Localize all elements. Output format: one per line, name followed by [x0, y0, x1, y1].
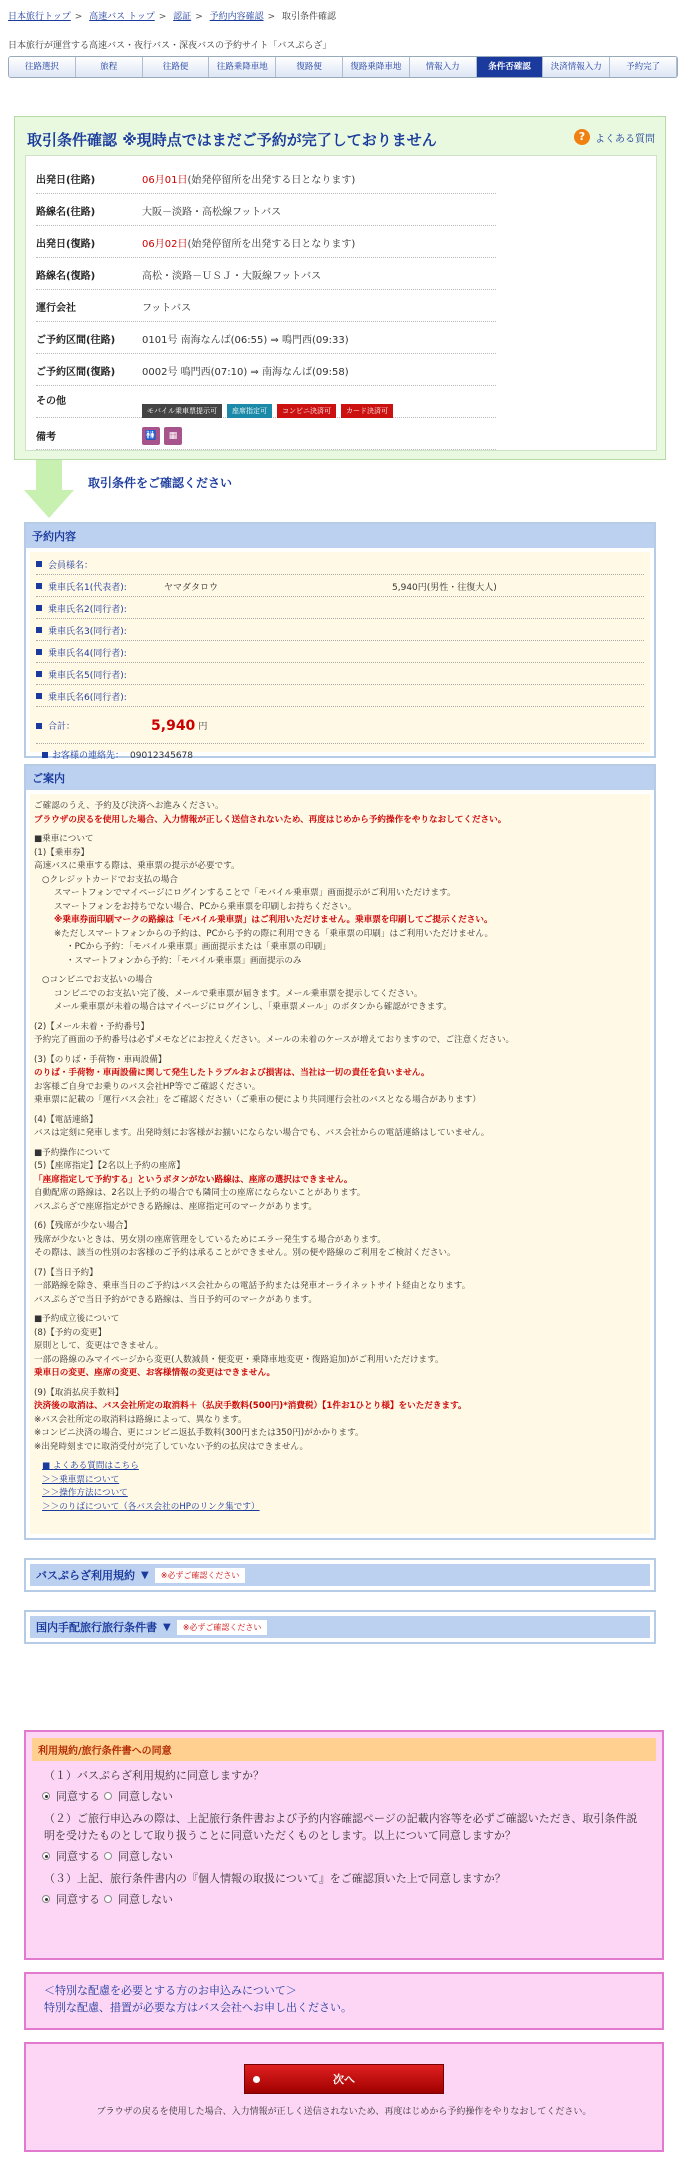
terms-bus-plaza[interactable]	[24, 1558, 656, 1592]
info-value: 大阪－淡路・高松線フットバス	[142, 207, 282, 218]
guidance-line: 決済後の取消は、バス会社所定の取消料＋（払戻手数料(500円)*消費税）【1件お1ひとり様】をいただきます。	[34, 1401, 467, 1411]
tag-card-pay: カード決済可	[341, 404, 393, 418]
guidance-body	[30, 794, 650, 1534]
guidance-line: (7)【当日予約】	[34, 1267, 98, 1278]
trip-info	[25, 155, 657, 451]
guidance-line: ■予約操作について	[34, 1147, 111, 1158]
guidance-link[interactable]: ＞＞乗車票について	[42, 1474, 120, 1485]
info-row	[36, 228, 496, 258]
step-3: 往路乗降車地	[209, 57, 276, 77]
date-note: (始発停留所を出発する日となります)	[187, 175, 356, 186]
info-label: 路線名(復路)	[36, 271, 96, 282]
passenger-label: 乗車氏名6(同行者):	[48, 692, 127, 703]
arrow-label: 取引条件をご確認ください	[88, 476, 233, 490]
guidance-line: メール乗車票が未着の場合はマイページにログインし、「乗車票メール」のボタンから確認ができます。	[54, 1002, 452, 1012]
guidance-line: バスは定刻に発車します。出発時刻にお客様がお揃いにならない場合でも、バス会社からの電話連絡はしていません。	[34, 1128, 490, 1138]
guidance-line: ※ただしスマートフォンからの予約は、PCから予約の際に利用できる「乗車票の印刷」はご利用いただけません。	[54, 928, 494, 939]
arrow-section	[14, 460, 666, 520]
next-section	[24, 2042, 664, 2152]
reservation-body	[30, 552, 650, 761]
guidance-line: (3)【のりば・手荷物・車両設備】	[34, 1054, 167, 1065]
agreement-q1: （１）バスぷらざ利用規約に同意しますか？	[44, 1769, 264, 1782]
date-note: (始発停留所を出発する日となります)	[187, 239, 356, 250]
guidance-line: ・PCから予約：「モバイル乗車票」画面提示または「乗車票の印刷」	[66, 942, 331, 952]
next-button[interactable]	[244, 2064, 444, 2094]
agree-label: 同意する	[56, 1893, 100, 1906]
passenger-row	[36, 664, 644, 685]
contact-row	[42, 748, 193, 761]
question-icon: ?	[574, 129, 590, 145]
tag-seat-select: 座席指定可	[227, 404, 272, 418]
special-needs-notice	[24, 1972, 664, 2030]
guidance-line: (2)【メール未着・予約番号】	[34, 1021, 150, 1032]
member-label: 会員様名：	[48, 560, 94, 571]
info-label: 備考	[36, 432, 56, 443]
step-4: 復路便	[276, 57, 343, 77]
q1-agree-radio[interactable]	[42, 1792, 50, 1800]
info-row-other	[36, 388, 496, 418]
passenger-label: 乗車氏名5(同行者):	[48, 670, 127, 681]
guidance-line: バスぷらざで当日予約ができる路線は、当日予約可のマークがあります。	[34, 1294, 317, 1305]
guidance-line: 原則として、変更はできません。	[34, 1341, 164, 1351]
feature-tags	[142, 404, 393, 418]
guidance-line: ■予約成立後について	[34, 1314, 120, 1324]
guidance-line: (6)【残席が少ない場合】	[34, 1221, 133, 1231]
outbound-date: 06月01日	[142, 175, 188, 186]
step-8: 決済情報入力	[543, 57, 610, 77]
info-row	[36, 196, 496, 226]
guidance-line: (5)【座席指定】【2名以上予約の座席】	[34, 1161, 185, 1171]
total-row	[36, 708, 644, 744]
bullet-icon	[36, 561, 42, 567]
agree-label: 同意する	[56, 1790, 100, 1803]
guidance-header: ご案内	[26, 766, 654, 790]
terms-label: 国内手配旅行旅行条件書	[36, 1621, 157, 1634]
special-text: 特別な配慮、措置が必要な方はバス会社へお申し出ください。	[44, 2001, 352, 2014]
bullet-icon	[36, 723, 42, 729]
guidance-line: その際は、該当の性別のお客様のご予約は承ることができません。別の便や路線のご利用をご検討ください。	[34, 1248, 456, 1258]
info-label: 出発日(往路)	[36, 175, 96, 186]
guidance-line: (8)【予約の変更】	[34, 1327, 107, 1338]
disagree-label: 同意しない	[118, 1790, 173, 1803]
step-1: 旅程	[76, 57, 143, 77]
guidance-line: (1)【乗車券】	[34, 847, 90, 858]
breadcrumb-current: 取引条件確認	[282, 12, 337, 22]
bullet-icon	[36, 671, 42, 677]
guidance-link[interactable]: ■ よくある質問はこちら	[42, 1461, 139, 1471]
step-7: 条件否確認	[477, 57, 544, 77]
guidance-line: ○コンビニでお支払いの場合	[42, 975, 153, 985]
guidance-line: スマートフォンでマイページにログインすることで「モバイル乗車票」画面提示がご利用いただけます。	[54, 888, 456, 898]
guidance-line: ※出発時刻までに取消受付が完了していない予約の払戻はできません。	[34, 1441, 309, 1452]
contact-label: お客様の連絡先：	[52, 751, 125, 761]
bullet-icon	[36, 583, 42, 589]
info-label: その他	[36, 396, 66, 407]
seat-icon: ▦	[164, 427, 182, 445]
q2-radios	[26, 1844, 662, 1870]
bullet-icon	[42, 752, 48, 758]
bullet-icon	[36, 605, 42, 611]
guidance-line: ご確認のうえ、予約及び決済へお進みください。	[34, 801, 224, 811]
terms-bar[interactable]	[30, 1616, 650, 1638]
guidance-line: ※乗車券面印刷マークの路線は「モバイル乗車票」はご利用いただけません。乗車票を印刷してご提示ください。	[54, 915, 493, 925]
guidance-line: 一部路線を除き、乗車当日のご予約はバス会社からの電話予約または発車オーライネットサイト経由となります。	[34, 1281, 471, 1291]
next-label: 次へ	[333, 2073, 355, 2086]
must-check-badge: ※必ずご確認ください	[177, 1620, 268, 1635]
guidance-line: 高速バスに乗車する際は、乗車票の提示が必要です。	[34, 861, 240, 871]
guidance-line: 乗車票に記載の「運行バス会社」をご確認ください（ご乗車の便により共同運行会社のバスとなる場合があります）	[34, 1095, 481, 1105]
step-9: 予約完了	[610, 57, 677, 77]
return-date: 06月02日	[142, 239, 188, 250]
total-value: 5,940	[151, 717, 196, 734]
disagree-label: 同意しない	[118, 1850, 173, 1863]
passenger-name: ヤマダタロウ	[164, 582, 219, 593]
guidance-line: ■乗車について	[34, 834, 94, 844]
triangle-down-icon: ▼	[141, 1569, 149, 1581]
guidance-line: (9)【取消払戻手数料】	[34, 1387, 124, 1398]
guidance-line: 乗車日の変更、座席の変更、お客様情報の変更はできません。	[34, 1368, 276, 1378]
step-5: 復路乗降車地	[343, 57, 410, 77]
contact-value: 09012345678	[130, 751, 194, 761]
breadcrumb-link-auth[interactable]: 認証	[173, 12, 192, 22]
step-0: 往路選択	[9, 57, 76, 77]
tag-mobile-ticket: モバイル乗車票提示可	[142, 404, 222, 418]
passenger-row	[36, 686, 644, 707]
agreement-header: 利用規約/旅行条件書への同意	[32, 1738, 656, 1761]
passenger-label: 乗車氏名2(同行者):	[48, 604, 127, 615]
guidance-line: のりば・手荷物・車両設備に関して発生したトラブルおよび損害は、当社は一切の責任を負いません。	[34, 1068, 430, 1078]
passenger-row	[36, 576, 644, 597]
agreement-q3: （３）上記、旅行条件書内の『個人情報の取扱について』をご確認頂いた上で同意しますか？	[44, 1872, 506, 1885]
guidance-line: 「座席指定して予約する」というボタンがない路線は、座席の選択はできません。	[34, 1174, 353, 1185]
q1-radios	[26, 1784, 662, 1810]
reservation-section	[24, 522, 656, 761]
disagree-label: 同意しない	[118, 1893, 173, 1906]
guidance-line: お客様ご自身でお乗りのバス会社HP等でご確認ください。	[34, 1081, 261, 1092]
site-subtitle: 日本旅行が運営する高速バス・夜行バス・深夜バスの予約サイト「バスぷらざ」	[8, 41, 332, 51]
triangle-down-icon: ▼	[163, 1621, 171, 1633]
info-row	[36, 292, 496, 322]
tag-convenience-pay: コンビニ決済可	[277, 404, 336, 418]
info-value	[142, 171, 355, 186]
guidance-link[interactable]: ＞＞操作方法について	[42, 1488, 128, 1498]
progress-steps	[8, 56, 678, 78]
passenger-row	[36, 642, 644, 663]
guidance-line: 一部の路線のみマイページから変更(人数減員・便変更・乗降車地変更・復路追加)がご利用いただけます。	[34, 1354, 444, 1365]
info-label: ご予約区間(復路)	[36, 367, 116, 378]
must-check-badge: ※必ずご確認ください	[155, 1568, 246, 1583]
toilet-icon: 🚻	[142, 427, 160, 445]
guidance-section	[24, 764, 656, 1540]
confirm-panel	[14, 116, 666, 460]
guidance-link[interactable]: ＞＞のりばについて（各バス会社のHPのリンク集です）	[42, 1501, 260, 1512]
q2-agree-radio[interactable]	[42, 1852, 50, 1860]
breadcrumb-link-top[interactable]: 日本旅行トップ	[8, 12, 71, 22]
next-note: ブラウザの戻るを使用した場合、入力情報が正しく送信されないため、再度はじめから予約操作をやりなおしてください。	[96, 2107, 592, 2117]
breadcrumb-link-bus-top[interactable]: 高速バス トップ	[89, 12, 155, 22]
info-value: 高松・淡路－ＵＳＪ・大阪線フットバス	[142, 271, 322, 282]
step-6: 情報入力	[410, 57, 477, 77]
breadcrumb: 日本旅行トップ > 高速バス トップ > 認証 > 予約内容確認 > 取引条件確認	[8, 12, 337, 22]
q3-agree-radio[interactable]	[42, 1895, 50, 1903]
info-label: 路線名(往路)	[36, 207, 96, 218]
bullet-icon	[36, 627, 42, 633]
page-title: 取引条件確認 ※現時点ではまだご予約が完了しておりません	[27, 131, 437, 149]
guidance-line: スマートフォンをお持ちでない場合、PCから乗車票を印刷しお持ちください。	[54, 901, 357, 912]
passenger-label: 乗車氏名4(同行者):	[48, 648, 127, 659]
passenger-row	[36, 620, 644, 641]
info-row-biko	[36, 422, 496, 450]
passenger-price: 5,940円(男性・往復大人)	[392, 582, 497, 593]
info-label: 出発日(復路)	[36, 239, 96, 250]
passenger-label: 乗車氏名3(同行者):	[48, 626, 127, 637]
q3-disagree-radio[interactable]	[104, 1895, 112, 1903]
info-row	[36, 260, 496, 290]
q1-disagree-radio[interactable]	[104, 1792, 112, 1800]
guidance-line: (4)【電話連絡】	[34, 1114, 98, 1125]
faq-link[interactable]	[574, 129, 655, 145]
guidance-line: ブラウザの戻るを使用した場合、入力情報が正しく送信されないため、再度はじめから予約操作をやりなおしてください。	[34, 814, 507, 825]
total-yen: 円	[198, 722, 208, 732]
guidance-line: ※コンビニ決済の場合、更にコンビニ返払手数料(300円または350円)がかかります。	[34, 1428, 364, 1438]
agreement-section	[24, 1730, 664, 1960]
q3-radios	[26, 1887, 662, 1913]
bullet-icon	[36, 693, 42, 699]
biko-icons	[142, 427, 182, 445]
guidance-line: バスぷらざで座席指定ができる路線は、座席指定可のマークがあります。	[34, 1201, 317, 1212]
guidance-line: ※バス会社所定の取消料は路線によって、異なります。	[34, 1414, 247, 1425]
q2-disagree-radio[interactable]	[104, 1852, 112, 1860]
step-2: 往路便	[143, 57, 210, 77]
bullet-icon	[36, 649, 42, 655]
passenger-label: 乗車氏名1(代表者):	[48, 582, 127, 593]
agree-label: 同意する	[56, 1850, 100, 1863]
reservation-header: 予約内容	[26, 524, 654, 548]
passenger-row	[36, 598, 644, 619]
info-label: 運行会社	[36, 303, 76, 314]
info-row	[36, 164, 496, 194]
breadcrumb-link-confirm[interactable]: 予約内容確認	[209, 12, 264, 22]
info-label: ご予約区間(往路)	[36, 335, 116, 346]
terms-label: バスぷらざ利用規約	[36, 1569, 135, 1582]
down-arrow-icon	[24, 460, 74, 520]
guidance-line: 残席が少ないときは、男女別の座席管理をしているためにエラー発生する場合があります。	[34, 1234, 386, 1245]
info-value: フットバス	[142, 303, 192, 314]
guidance-line: コンビニでのお支払い完了後、メールで乗車票が届きます。メール乗車票を提示してください。	[54, 988, 423, 999]
guidance-line: ○クレジットカードでお支払の場合	[42, 874, 178, 885]
faq-label: よくある質問	[595, 133, 655, 145]
agreement-q2: （２）ご旅行申込みの際は、上記旅行条件書および予約内容確認ページの記載内容等を必ずご確認いただき、取引条件説明を受けたものとして取り扱うことに同意いただくものとします。以上について同意しますか？	[44, 1812, 638, 1842]
member-row	[36, 554, 644, 575]
terms-bar[interactable]	[30, 1564, 650, 1586]
bullet-icon	[253, 2076, 260, 2083]
terms-travel-conditions[interactable]	[24, 1610, 656, 1644]
guidance-line: 予約完了画面の予約番号は必ずメモなどにお控えください。メールの未着のケースが増えておりますので、ご注意ください。	[34, 1035, 515, 1045]
info-value	[142, 235, 355, 250]
special-title: ＜特別な配慮を必要とする方のお申込みについて＞	[44, 1984, 297, 1997]
total-label: 合計：	[48, 722, 76, 732]
info-row	[36, 356, 496, 386]
guidance-line: ・スマートフォンから予約：「モバイル乗車票」画面提示のみ	[66, 955, 302, 966]
guidance-line: 自動配席の路線は、2名以上予約の場合でも隣同士の座席にならないことがあります。	[34, 1188, 366, 1198]
info-value: 0101号 南海なんば(06:55) ⇒ 鳴門西(09:33)	[142, 335, 349, 346]
info-value: 0002号 鳴門西(07:10) ⇒ 南海なんば(09:58)	[142, 367, 349, 378]
info-row	[36, 324, 496, 354]
